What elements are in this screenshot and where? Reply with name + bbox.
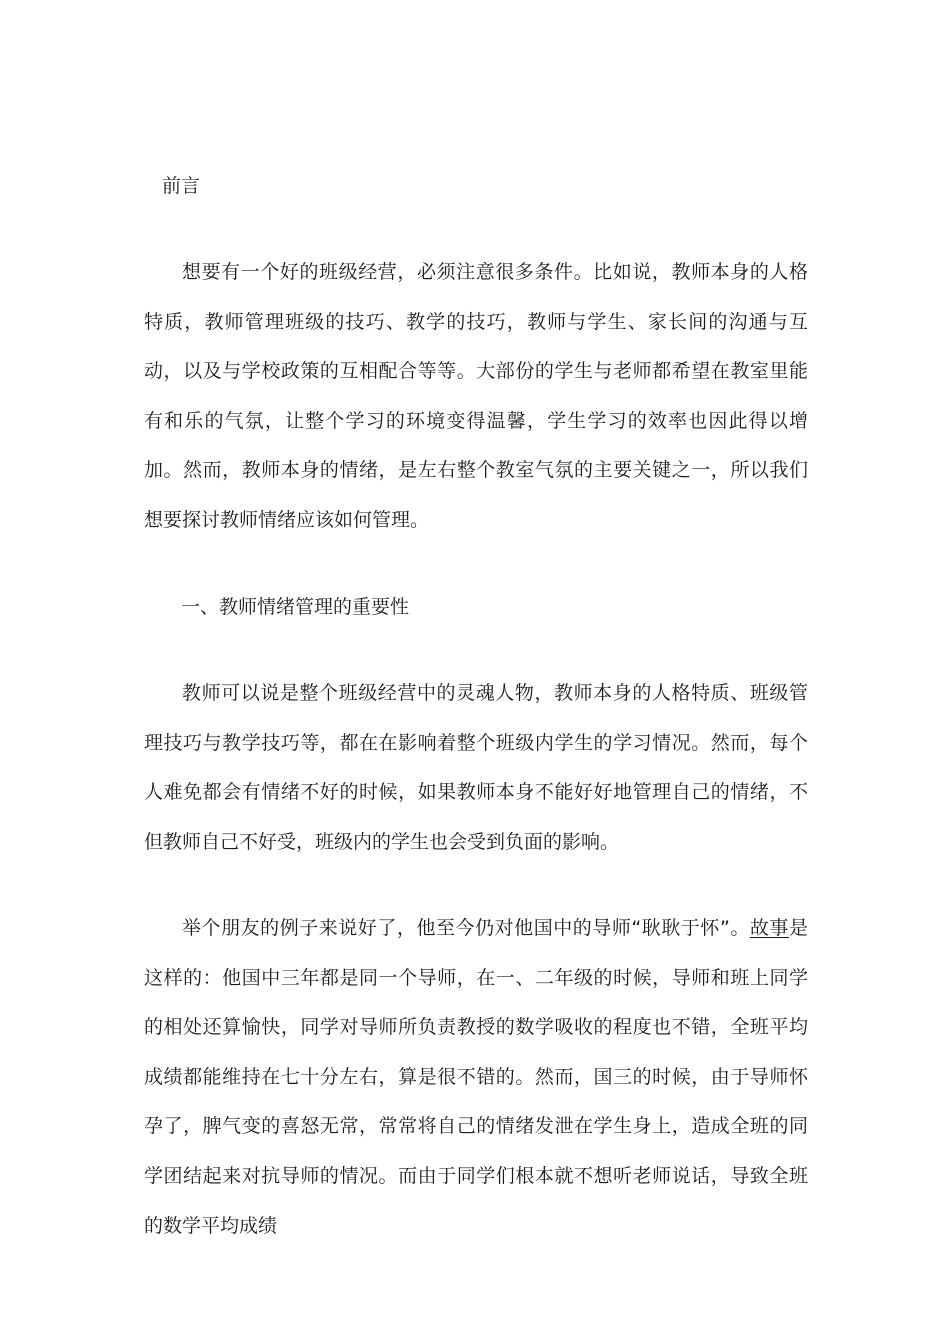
section-title-importance: 一、教师情绪管理的重要性 (181, 596, 410, 618)
underlined-word-story: 故事 (749, 917, 789, 939)
paragraph-intro: 想要有一个好的班级经营，必须注意很多条件。比如说，教师本身的人格特质，教师管理班级的技巧、教学的技巧，教师与学生、家长间的沟通与互动，以及与学校政策的互相配合等等。大部份的学生与老师都希望在教室里能有和乐的气氛，让整个学习的环境变得温馨，学生学习的效率也因此得以增加。然而，教师本身的情绪，是左右整个教室气氛的主要关键之一，所以我们想要探讨教师情绪应该如何管理。 (144, 261, 808, 531)
preface-title: 前言 (162, 175, 201, 197)
paragraph-example-part-1: 举个朋友的例子来说好了，他至今仍对他国中的导师“耿耿于怀”。 (182, 917, 750, 939)
paragraph-example-part-2: 是这样的：他国中三年都是同一个导师，在一、二年级的时候，导师和班上同学的相处还算愉快，同学对导师所负责教授的数学吸收的程度也不错，全班平均成绩都能维持在七十分左右，算是很不错的。然而，国三的时候，由于导师怀孕了，脾气变的喜怒无常，常常将自己的情绪发泄在学生身上，造成全班的同学团结起来对抗导师的情况。而由于同学们根本就不想听老师说话，导致全班的数学平均成绩 (144, 917, 808, 1237)
paragraph-importance: 教师可以说是整个班级经营中的灵魂人物，教师本身的人格特质、班级管理技巧与教学技巧等，都在在影响着整个班级内学生的学习情况。然而，每个人难免都会有情绪不好的时候，如果教师本身不能好好地管理自己的情绪，不但教师自己不好受，班级内的学生也会受到负面的影响。 (144, 682, 808, 853)
paragraph-example (144, 904, 808, 1251)
